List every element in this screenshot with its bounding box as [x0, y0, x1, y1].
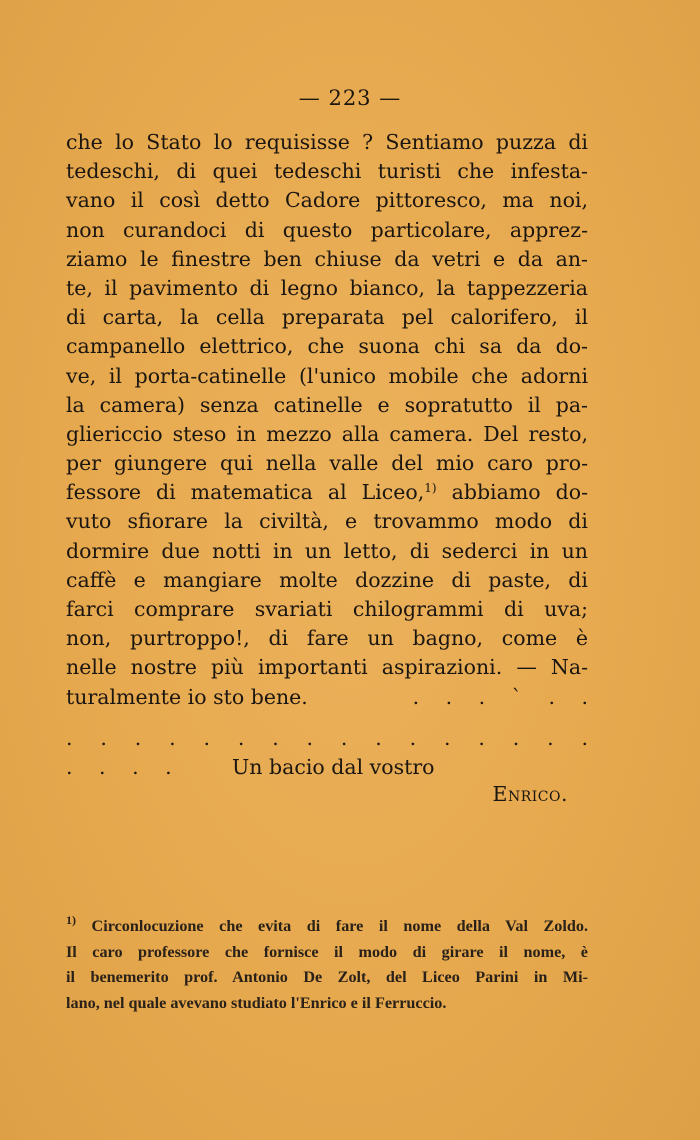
- text-line: vuto sfiorare la civiltà, e trovammo modo di: [66, 509, 588, 534]
- closing-line: [66, 753, 588, 782]
- ellipsis-dots: . . . ` . .: [412, 684, 588, 709]
- text-line-with-footnote-ref: [66, 478, 588, 507]
- text-line: farci comprare svariati chilogrammi di uva;: [66, 597, 588, 621]
- text-line: che lo Stato lo requisisse ? Sentiamo puzza di: [66, 130, 588, 154]
- text-line: non curandoci di questo particolare, apprez-: [66, 217, 588, 242]
- text-segment: abbiamo do-: [451, 480, 588, 505]
- footnote: [66, 914, 588, 1016]
- text-line: campanello elettrico, che suona chi sa da do-: [66, 334, 588, 359]
- text-segment: Circonlocuzione che evita di fare il nome della Val Zoldo.: [91, 917, 588, 935]
- page-number: — 223 —: [298, 86, 402, 110]
- footnote-ref-marker[interactable]: 1): [424, 481, 437, 496]
- text-line: per giungere qui nella valle del mio caro pro-: [66, 451, 588, 476]
- text-line: non, purtroppo!, di fare un bagno, come è: [66, 626, 588, 651]
- closing-dots: . . . .: [66, 755, 172, 780]
- text-line: te, il pavimento di legno bianco, la tappezzeria: [66, 275, 588, 300]
- footnote-line: il benemerito prof. Antonio De Zolt, del Liceo Parini in Mi-: [66, 968, 588, 987]
- text-line: tedeschi, di quei tedeschi turisti che infesta-: [66, 159, 588, 184]
- body-text: [66, 128, 588, 712]
- text-line-last: [66, 683, 588, 712]
- text-segment: fessore di matematica al Liceo,: [66, 480, 425, 505]
- text-segment: turalmente io sto bene.: [66, 684, 308, 709]
- text-line: ve, il porta-catinelle (l'unico mobile che adorni: [66, 363, 588, 388]
- signature: Enrico.: [492, 782, 568, 806]
- footnote-marker: 1): [66, 913, 76, 927]
- text-line: gliericcio steso in mezzo alla camera. Del resto,: [66, 421, 588, 446]
- closing-text: Un bacio dal vostro: [232, 755, 435, 780]
- footnote-line: lano, nel quale avevano studiato l'Enrico e il Ferruccio.: [66, 993, 447, 1012]
- text-line: ziamo le finestre ben chiuse da vetri e da an-: [66, 246, 588, 271]
- text-line: la camera) senza catinelle e sopratutto il pa-: [66, 392, 588, 417]
- text-line: nelle nostre più importanti aspirazioni. — Na-: [66, 655, 588, 680]
- text-line: di carta, la cella preparata pel calorifero, il: [66, 305, 588, 330]
- dots-line: . . . . . . . . . . . . . . . .: [66, 726, 588, 750]
- closing: [66, 724, 588, 782]
- footnote-line: Il caro professore che fornisce il modo di girare il nome, è: [66, 942, 588, 961]
- footnote-line: [66, 914, 588, 940]
- text-line: dormire due notti in un letto, di sederci in un: [66, 538, 588, 563]
- text-line: vano il così detto Cadore pittoresco, ma noi,: [66, 188, 588, 213]
- text-line: caffè e mangiare molte dozzine di paste, di: [66, 567, 588, 592]
